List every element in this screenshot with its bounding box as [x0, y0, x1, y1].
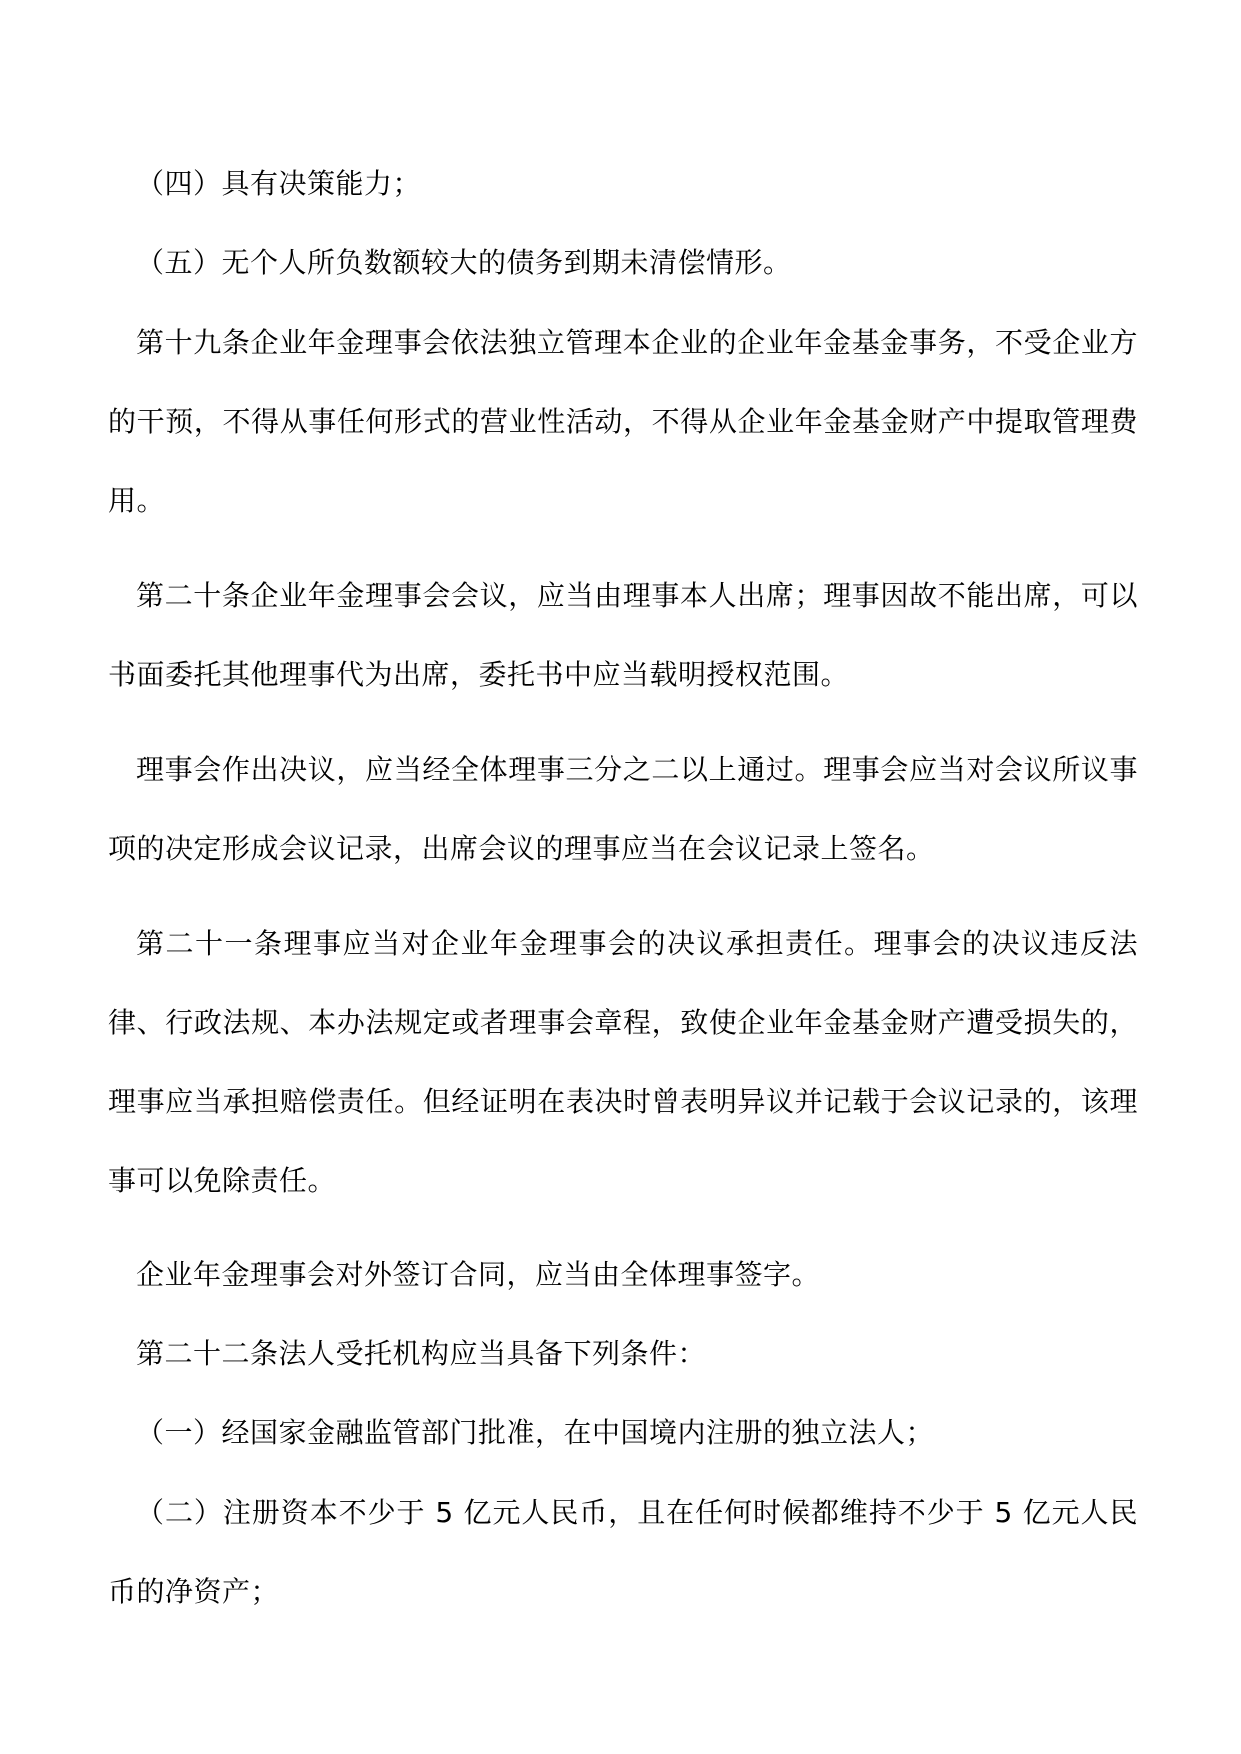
paragraph-article-19: 第十九条企业年金理事会依法独立管理本企业的企业年金基金事务，不受企业方的干预，不得从事任何形式的营业性活动，不得从企业年金基金财产中提取管理费用。	[108, 326, 1138, 517]
paragraph-condition-2: （二）注册资本不少于 5 亿元人民币，且在任何时候都维持不少于 5 亿元人民币的净资产；	[108, 1496, 1138, 1608]
paragraph-article-22: 第二十二条法人受托机构应当具备下列条件：	[136, 1337, 707, 1370]
paragraph-article-20: 第二十条企业年金理事会会议，应当由理事本人出席；理事因故不能出席，可以书面委托其他理事代为出席，委托书中应当载明授权范围。	[108, 579, 1138, 691]
paragraph-contract-signing: 企业年金理事会对外签订合同，应当由全体理事签字。	[136, 1258, 821, 1291]
document-body	[108, 160, 1138, 1662]
paragraph-condition-1: （一）经国家金融监管部门批准，在中国境内注册的独立法人；	[136, 1416, 935, 1449]
paragraph-board-resolution: 理事会作出决议，应当经全体理事三分之二以上通过。理事会应当对会议所议事项的决定形成会议记录，出席会议的理事应当在会议记录上签名。	[108, 753, 1138, 865]
paragraph-article-21: 第二十一条理事应当对企业年金理事会的决议承担责任。理事会的决议违反法律、行政法规、本办法规定或者理事会章程，致使企业年金基金财产遭受损失的，理事应当承担赔偿责任。但经证明在表决时曾表明异议并记载于会议记录的，该理事可以免除责任。	[108, 927, 1138, 1197]
paragraph-item-4: （四）具有决策能力；	[136, 167, 422, 200]
paragraph-item-5: （五）无个人所负数额较大的债务到期未清偿情形。	[136, 246, 792, 279]
